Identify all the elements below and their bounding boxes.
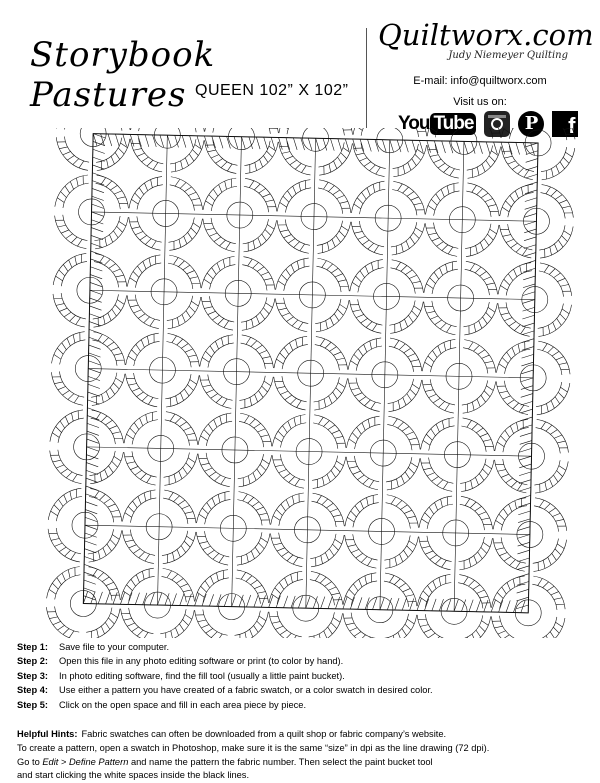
hint-line: and start clicking the white spaces inside the black lines. — [17, 770, 250, 781]
step-text: Save file to your computer. — [59, 642, 170, 652]
header-divider — [366, 28, 367, 128]
youtube-word-you: You — [398, 113, 430, 134]
step-item — [17, 669, 433, 683]
step-label: Step 5: — [17, 699, 48, 710]
step-item — [17, 640, 433, 654]
step-label: Step 1: — [17, 642, 48, 652]
step-text: Use either a pattern you have created of a fabric swatch, or a color swatch in desired color. — [59, 685, 433, 696]
step-text: In photo editing software, find the fill tool (usually a little paint bucket). — [59, 670, 345, 681]
step-item — [17, 683, 433, 697]
step-label: Step 4: — [17, 685, 48, 696]
hints-label: Helpful Hints: — [17, 729, 78, 739]
step-label: Step 3: — [17, 670, 48, 681]
contact-email[interactable]: E-mail: info@quiltworx.com — [413, 75, 547, 87]
hint-line: To create a pattern, open a swatch in Photoshop, make sure it is the same “size” in dpi as the line drawing (72 dpi). — [17, 742, 490, 753]
hint-line: and name the pattern the fabric number. Then select the paint bucket tool — [128, 756, 433, 767]
pattern-title: Storybook Pastures — [30, 35, 216, 115]
facebook-icon[interactable]: f — [552, 111, 578, 137]
step-label: Step 2: — [17, 656, 48, 667]
quilt-size: QUEEN 102” X 102” — [195, 82, 349, 99]
youtube-word-tube: Tube — [430, 113, 476, 135]
instructions — [17, 640, 433, 712]
brand-logo: Quiltworx.com — [378, 18, 594, 52]
step-item — [17, 698, 433, 712]
brand-tagline: Judy Niemeyer Quilting — [448, 50, 568, 61]
step-text: Open this file in any photo editing software or print (to color by hand). — [59, 656, 344, 667]
hint-line: Fabric swatches can often be downloaded from a quilt shop or fabric company’s website. — [81, 729, 447, 739]
quilt-line-drawing[interactable] — [0, 128, 600, 638]
step-text: Click on the open space and fill in each area piece by piece. — [59, 699, 307, 710]
visit-label: Visit us on: — [453, 96, 507, 108]
hint-line: Go to — [17, 756, 43, 767]
brand-block — [378, 18, 594, 61]
pinterest-icon[interactable]: P — [518, 111, 544, 137]
step-item — [17, 654, 433, 668]
hint-menu-path: Edit > Define Pattern — [42, 756, 129, 767]
helpful-hints — [17, 728, 587, 783]
